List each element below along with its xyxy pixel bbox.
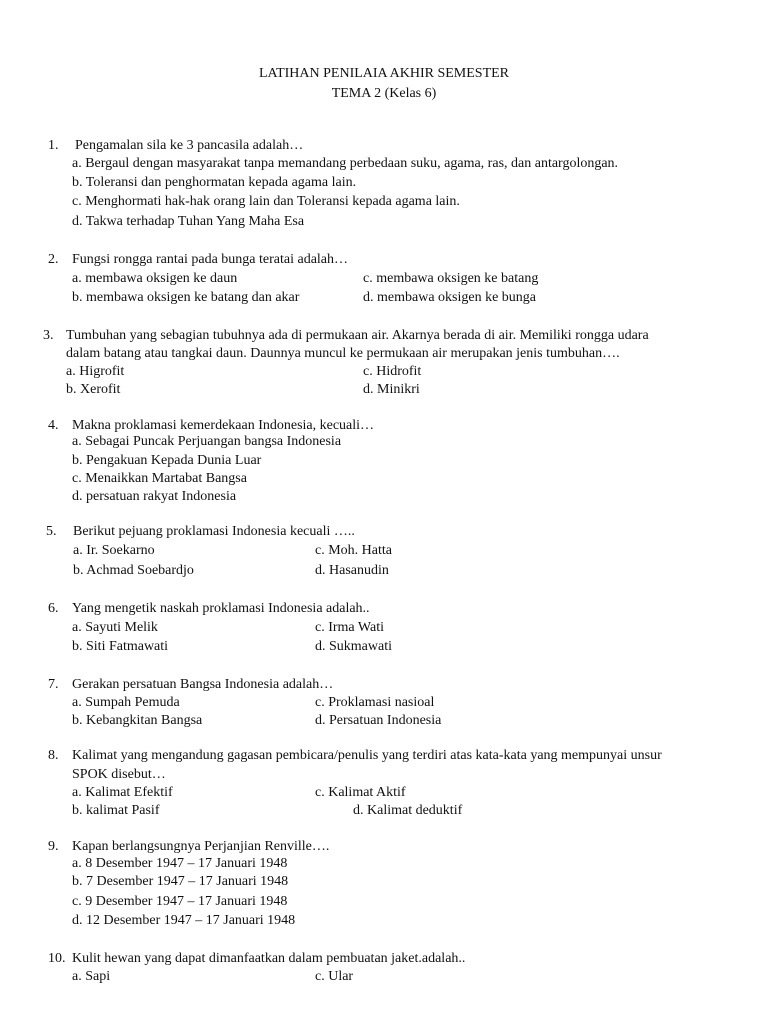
- answer-option: a. Higrofit: [66, 364, 125, 379]
- answer-option: c. Ular: [315, 969, 354, 984]
- answer-option: a. membawa oksigen ke daun: [72, 271, 238, 286]
- question-text: Tumbuhan yang sebagian tubuhnya ada di permukaan air. Akarnya berada di air. Memiliki rongga udara: [66, 328, 649, 343]
- question-text: Makna proklamasi kemerdekaan Indonesia, kecuali…: [72, 418, 375, 433]
- answer-option: c. Proklamasi nasioal: [315, 695, 435, 710]
- answer-option: c. Hidrofit: [363, 364, 422, 379]
- question-text: Kalimat yang mengandung gagasan pembicara/penulis yang terdiri atas kata-kata yang mempunyai unsur: [72, 748, 662, 763]
- question-text: SPOK disebut…: [72, 767, 166, 782]
- question-number: 8.: [48, 748, 59, 763]
- answer-option: d. membawa oksigen ke bunga: [363, 290, 537, 305]
- question-number: 1.: [48, 138, 59, 153]
- answer-option: a. Sayuti Melik: [72, 620, 158, 635]
- answer-option: d. Persatuan Indonesia: [315, 713, 442, 728]
- answer-option: a. Bergaul dengan masyarakat tanpa memandang perbedaan suku, agama, ras, dan antargolongan.: [72, 156, 619, 171]
- answer-option: b. 7 Desember 1947 – 17 Januari 1948: [72, 874, 289, 889]
- answer-option: d. persatuan rakyat Indonesia: [72, 489, 237, 504]
- question-number: 4.: [48, 418, 59, 433]
- question-text: Kulit hewan yang dapat dimanfaatkan dalam pembuatan jaket.adalah..: [72, 951, 466, 966]
- question-text: Berikut pejuang proklamasi Indonesia kecuali …..: [73, 524, 355, 539]
- answer-option: c. 9 Desember 1947 – 17 Januari 1948: [72, 894, 288, 909]
- answer-option: c. Menaikkan Martabat Bangsa: [72, 471, 247, 486]
- question-number: 7.: [48, 677, 59, 692]
- answer-option: d. Hasanudin: [315, 563, 389, 578]
- answer-option: a. Sebagai Puncak Perjuangan bangsa Indonesia: [72, 434, 342, 449]
- answer-option: b. kalimat Pasif: [72, 803, 160, 818]
- answer-option: c. membawa oksigen ke batang: [363, 271, 539, 286]
- answer-option: d. Takwa terhadap Tuhan Yang Maha Esa: [72, 214, 305, 229]
- question-number: 6.: [48, 601, 59, 616]
- answer-option: b. Achmad Soebardjo: [73, 563, 194, 578]
- answer-option: d. 12 Desember 1947 – 17 Januari 1948: [72, 913, 296, 928]
- answer-option: c. Moh. Hatta: [315, 543, 392, 558]
- answer-option: b. Siti Fatmawati: [72, 639, 169, 654]
- answer-option: b. Toleransi dan penghormatan kepada agama lain.: [72, 175, 357, 190]
- answer-option: c. Menghormati hak-hak orang lain dan Toleransi kepada agama lain.: [72, 194, 460, 209]
- answer-option: b. membawa oksigen ke batang dan akar: [72, 290, 300, 305]
- answer-option: d. Minikri: [363, 382, 420, 397]
- question-text: Fungsi rongga rantai pada bunga teratai adalah…: [72, 252, 349, 267]
- answer-option: a. Sapi: [72, 969, 111, 984]
- answer-option: a. Ir. Soekarno: [73, 543, 155, 558]
- answer-option: b. Xerofit: [66, 382, 121, 397]
- page-subtitle: TEMA 2 (Kelas 6): [331, 86, 437, 101]
- answer-option: b. Kebangkitan Bangsa: [72, 713, 203, 728]
- page-title: LATIHAN PENILAIA AKHIR SEMESTER: [258, 66, 510, 81]
- question-text: Kapan berlangsungnya Perjanjian Renville….: [72, 839, 330, 854]
- question-number: 2.: [48, 252, 59, 267]
- question-text: Gerakan persatuan Bangsa Indonesia adalah…: [72, 677, 334, 692]
- answer-option: c. Kalimat Aktif: [315, 785, 406, 800]
- question-number: 5.: [46, 524, 57, 539]
- answer-option: a. Kalimat Efektif: [72, 785, 173, 800]
- question-text: Pengamalan sila ke 3 pancasila adalah…: [75, 138, 304, 153]
- question-number: 10.: [48, 951, 66, 966]
- question-number: 9.: [48, 839, 59, 854]
- answer-option: d. Kalimat deduktif: [353, 803, 463, 818]
- answer-option: a. 8 Desember 1947 – 17 Januari 1948: [72, 856, 288, 871]
- answer-option: c. Irma Wati: [315, 620, 384, 635]
- answer-option: a. Sumpah Pemuda: [72, 695, 180, 710]
- answer-option: b. Pengakuan Kepada Dunia Luar: [72, 453, 262, 468]
- answer-option: d. Sukmawati: [315, 639, 392, 654]
- question-number: 3.: [43, 328, 54, 343]
- question-text: dalam batang atau tangkai daun. Daunnya muncul ke permukaan air merupakan jenis tumbuhan….: [66, 346, 620, 361]
- question-text: Yang mengetik naskah proklamasi Indonesia adalah..: [72, 601, 370, 616]
